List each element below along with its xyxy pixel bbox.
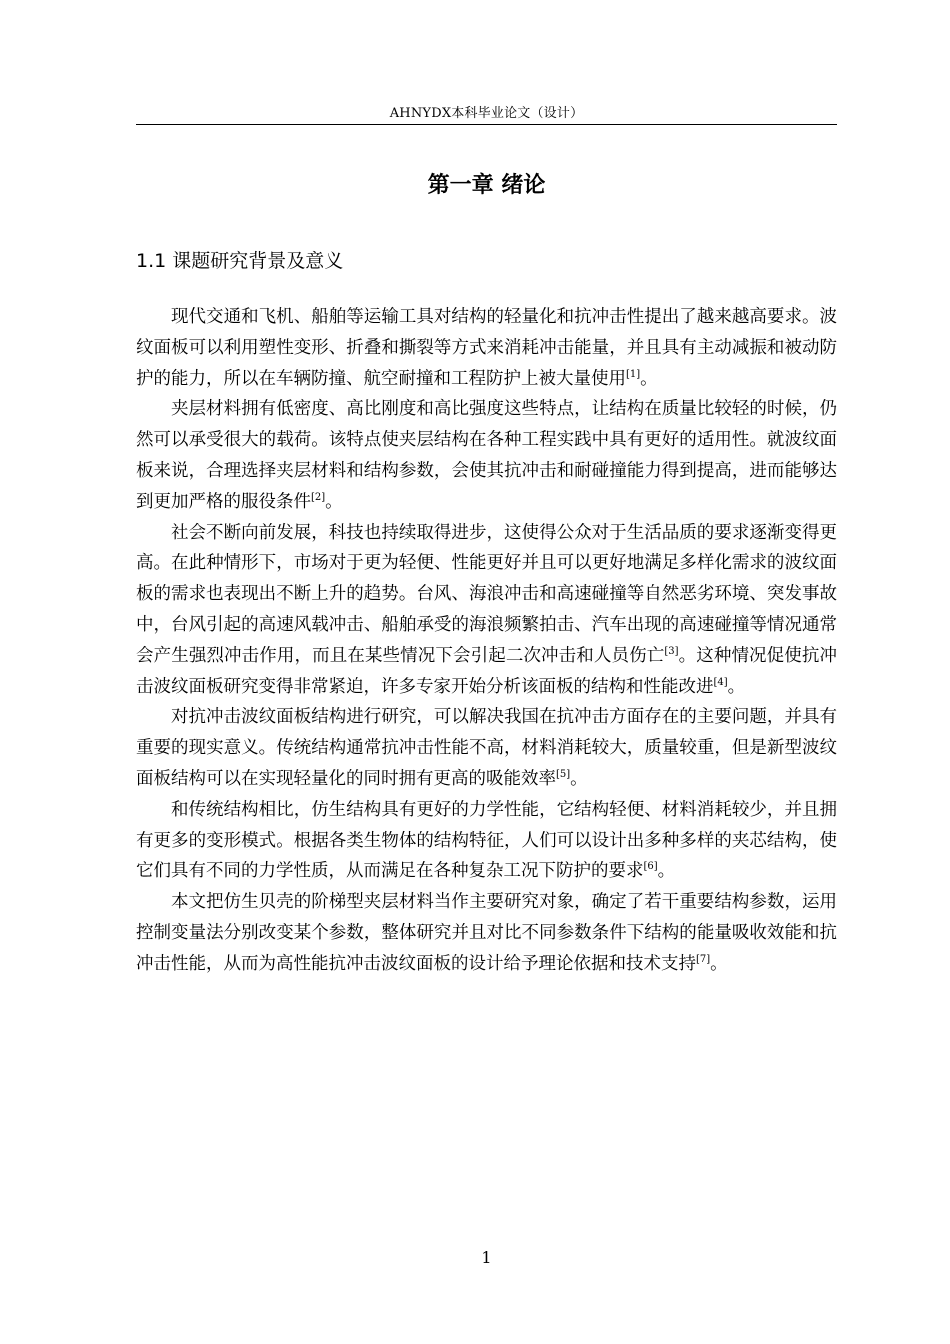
- citation-mark: [7]: [696, 953, 711, 965]
- paragraph-end: 。: [727, 676, 746, 697]
- running-header: AHNYDX本科毕业论文（设计）: [389, 106, 584, 121]
- paragraph-1: [136, 302, 837, 394]
- paragraph-end: 。: [570, 768, 588, 789]
- citation-mark: [3]: [664, 645, 679, 657]
- citation-mark: [6]: [643, 861, 658, 873]
- paragraph-text: 本文把仿生贝壳的阶梯型夹层材料当作主要研究对象，确定了若干重要结构参数，运用控制变量法分别改变某个参数，整体研究并且对比不同参数条件下结构的能量吸收效能和抗冲击性能，从而为高性能抗冲击波纹面板的设计给予理论依据和技术支持: [136, 892, 837, 974]
- paragraph-6: [136, 887, 837, 979]
- paragraph-end: 。: [640, 368, 658, 389]
- paragraph-3: [136, 518, 837, 703]
- paragraph-text: 社会不断向前发展，科技也持续取得进步，这使得公众对于生活品质的要求逐渐变得更高。在此种情形下，市场对于更为轻便、性能更好并且可以更好地满足多样化需求的波纹面板的需求也表现出不断上升的趋势。台风、海浪冲击和高速碰撞等自然恶劣环境、突发事故中，台风引起的高速风载冲击、船舶承受的海浪频繁拍击、汽车出现的高速碰撞等情况通常会产生强烈冲击作用，而且在某些情况下会引起二次冲击和人员伤亡: [136, 522, 837, 666]
- paragraph-text: 夹层材料拥有低密度、高比刚度和高比强度这些特点，让结构在质量比较轻的时候，仍然可以承受很大的载荷。该特点使夹层结构在各种工程实践中具有更好的适用性。就波纹面板来说，合理选择夹层材料和结构参数，会使其抗冲击和耐碰撞能力得到提高，进而能够达到更加严格的服役条件: [136, 399, 837, 512]
- paragraph-2: [136, 394, 837, 517]
- citation-mark: [2]: [311, 491, 326, 503]
- header-rule: [136, 124, 837, 125]
- paragraph-text: 现代交通和飞机、船舶等运输工具对结构的轻量化和抗冲击性提出了越来越高要求。波纹面板可以利用塑性变形、折叠和撕裂等方式来消耗冲击能量，并且具有主动减振和被动防护的能力，所以在车辆防撞、航空耐撞和工程防护上被大量使用: [136, 307, 837, 389]
- paragraph-end: 。: [710, 953, 728, 974]
- section-title: 1.1 课题研究背景及意义: [136, 250, 344, 272]
- citation-mark: [4]: [713, 676, 728, 688]
- paragraph-text: 和传统结构相比，仿生结构具有更好的力学性能，它结构轻便、材料消耗较少，并且拥有更多的变形模式。根据各类生物体的结构特征，人们可以设计出多种多样的夹芯结构，使它们具有不同的力学性质，从而满足在各种复杂工况下防护的要求: [136, 799, 837, 882]
- citation-mark: [5]: [556, 769, 571, 781]
- paragraph-end: 。: [657, 861, 676, 882]
- citation-mark: [1]: [626, 368, 641, 380]
- paragraph-text: 对抗冲击波纹面板结构进行研究，可以解决我国在抗冲击方面存在的主要问题，并具有重要的现实意义。传统结构通常抗冲击性能不高，材料消耗较大，质量较重，但是新型波纹面板结构可以在实现轻量化的同时拥有更高的吸能效率: [136, 707, 837, 789]
- body-text: [136, 302, 837, 980]
- chapter-title: 第一章 绪论: [427, 173, 546, 198]
- page-number: 1: [481, 1248, 492, 1267]
- paragraph-text-continued: 。这种情况促使抗冲击波纹面板研究变得非常紧迫，许多专家开始分析该面板的结构和性能改进: [136, 645, 837, 697]
- paragraph-5: [136, 795, 837, 887]
- paragraph-end: 。: [325, 491, 343, 512]
- paragraph-4: [136, 702, 837, 794]
